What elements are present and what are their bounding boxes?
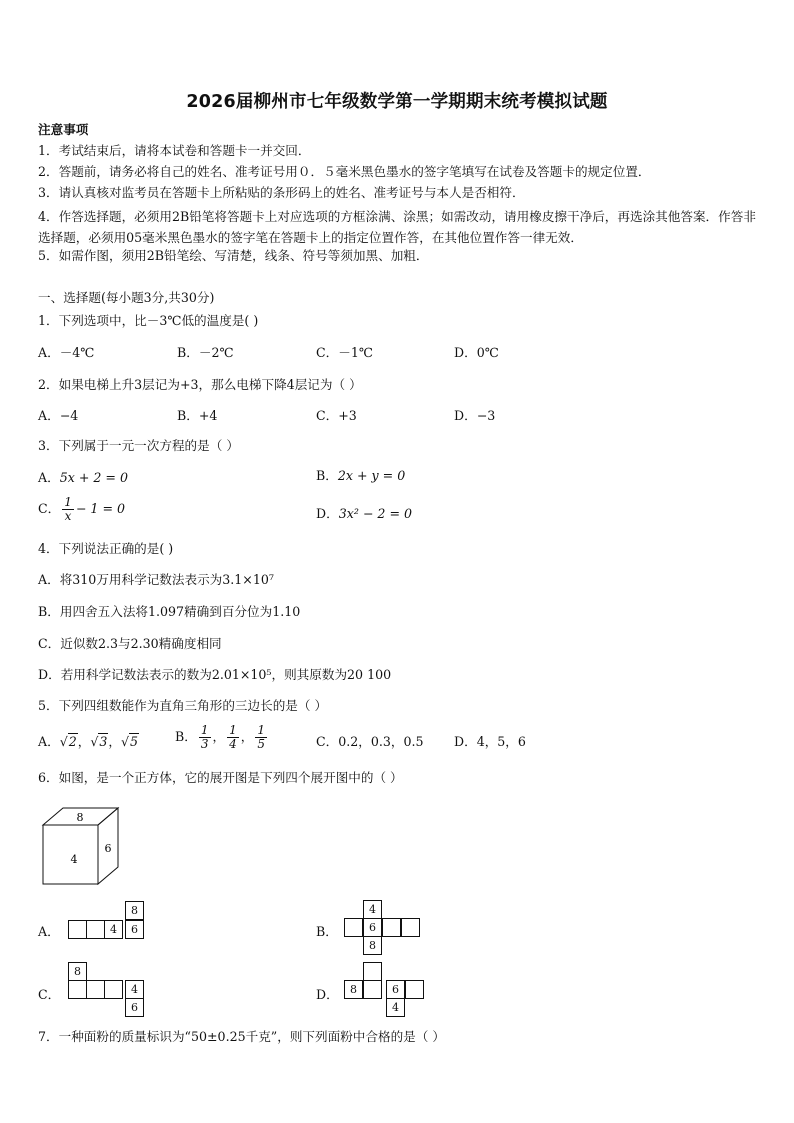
q3-d-expr: 3x² − 2 = 0 [338,506,413,521]
net-d [344,962,424,1020]
cube-figure [40,805,122,887]
net-a-label: A． [38,924,60,939]
net-cell [68,980,87,999]
net-cell-4: 4 [125,980,144,999]
net-d-label: D． [316,987,339,1002]
notice-item-5: 5．如需作图，须用2B铅笔绘、写清楚，线条、符号等须加黑、加粗． [38,248,429,263]
question-7-stem: 7．一种面粉的质量标识为“50±0.25千克”，则下列面粉中合格的是（ ） [38,1029,445,1044]
net-cell [104,980,123,999]
notice-item-3: 3．请认真核对监考员在答题卡上所粘贴的条形码上的姓名、准考证号与本人是否相符． [38,185,525,200]
q3-option-d [316,506,412,522]
q3-c-label: C． [38,501,61,516]
q4-option-d: D．若用科学记数法表示的数为2.01×10⁵，则其原数为20 100 [38,667,392,682]
q2-option-a: A．−4 [38,408,79,423]
question-6-stem: 6．如图，是一个正方体，它的展开图是下列四个展开图中的（ ） [38,770,403,785]
net-cell-6: 6 [125,998,144,1017]
q1-option-d: D．0℃ [454,345,499,360]
q1-option-b: B．－2℃ [177,345,234,360]
net-b [344,900,424,958]
net-cell-6: 6 [386,980,405,999]
q3-option-b [316,468,405,484]
q3-a-expr: 5x + 2 = 0 [59,470,128,485]
q3-d-label: D． [316,506,339,521]
q3-b-expr: 2x + y = 0 [337,468,406,483]
cube-side-label: 6 [104,842,112,855]
net-a [68,901,148,941]
q3-a-label: A． [38,470,60,485]
net-cell [405,980,424,999]
net-cell [86,980,105,999]
q2-option-b: B．+4 [177,408,218,423]
notice-item-2: 2．答题前，请务必将自己的姓名、准考证号用０．５毫米黑色墨水的签字笔填写在试卷及答题卡的规定位置． [38,164,651,179]
fraction-one-third: $\frac{1}{3}$ [200,723,209,751]
q5-option-d: D．4，5，6 [454,734,526,749]
net-cell [363,980,382,999]
net-cell-4: 4 [363,900,382,919]
net-b-label: B． [316,924,338,939]
sqrt-5: √5 [120,734,139,749]
exam-title: 2026届柳州市七年级数学第一学期期末统考模拟试题 [186,92,608,112]
cube-front-label: 4 [70,853,78,866]
q3-c-fraction: $\frac{1}{x}$ [64,495,72,523]
q5-option-b: B． $\frac{1}{3}$ ， $\frac{1}{4}$ ， $\frac{1}{5}$ [175,723,265,751]
q1-option-c: C．－1℃ [316,345,373,360]
net-cell-8: 8 [344,980,363,999]
q4-option-a: A．将310万用科学记数法表示为3.1×10⁷ [38,572,274,587]
net-cell-4: 4 [386,998,405,1017]
net-cell-4: 4 [104,920,123,939]
net-cell-6: 6 [363,918,382,937]
sqrt-2: √2 [59,734,77,749]
net-c-label: C． [38,987,61,1002]
q1-option-a: A．－4℃ [38,345,95,360]
q4-option-c: C．近似数2.3与2.30精确度相同 [38,636,222,651]
q3-c-rest: − 1 = 0 [75,501,126,516]
fraction-one-fifth: $\frac{1}{5}$ [257,723,265,751]
net-cell [363,962,382,981]
net-cell [344,918,363,937]
notice-heading: 注意事项 [38,122,89,137]
question-2-stem: 2．如果电梯上升3层记为+3，那么电梯下降4层记为（ ） [38,377,362,392]
net-cell [68,920,87,939]
net-c [68,962,148,1020]
q3-option-a [38,470,128,486]
net-cell [86,920,105,939]
q5-a-label: A． [38,734,60,749]
net-cell-6: 6 [125,920,144,939]
question-1-stem: 1．下列选项中，比－3℃低的温度是( ) [38,313,259,328]
fraction-one-fourth: $\frac{1}{4}$ [229,723,237,751]
question-4-stem: 4．下列说法正确的是( ) [38,541,174,556]
sqrt-3: √3 [90,734,108,749]
cube-top-label: 8 [76,811,84,824]
q4-option-b: B．用四舍五入法将1.097精确到百分位为1.10 [38,604,301,619]
q3-option-c [38,496,125,523]
net-cell-8: 8 [125,901,144,920]
net-cell-8: 8 [68,962,87,981]
net-cell-8: 8 [363,936,382,955]
question-5-stem: 5．下列四组数能作为直角三角形的三边长的是（ ） [38,698,328,713]
q5-option-c: C．0.2，0.3，0.5 [316,734,424,749]
q2-option-d: D．−3 [454,408,496,423]
q5-b-label: B． [175,729,197,744]
notice-item-1: 1．考试结束后，请将本试卷和答题卡一并交回． [38,143,311,158]
net-cell [382,918,401,937]
q5-option-a: A．√2，√3，√5 [38,734,139,749]
section-heading: 一、选择题(每小题3分,共30分) [38,290,215,305]
q3-b-label: B． [316,468,338,483]
question-3-stem: 3．下列属于一元一次方程的是（ ） [38,438,239,453]
notice-item-4: 4．作答选择题，必须用2B铅笔将答题卡上对应选项的方框涂满、涂黑；如需改动，请用橡皮擦干净后，再选涂其他答案．作答非选择题，必须用05毫米黑色墨水的签字笔在答题卡上的指定位置作答，在其他位置作答一律无效． [38,209,756,245]
q2-option-c: C．+3 [316,408,357,423]
net-cell [401,918,420,937]
